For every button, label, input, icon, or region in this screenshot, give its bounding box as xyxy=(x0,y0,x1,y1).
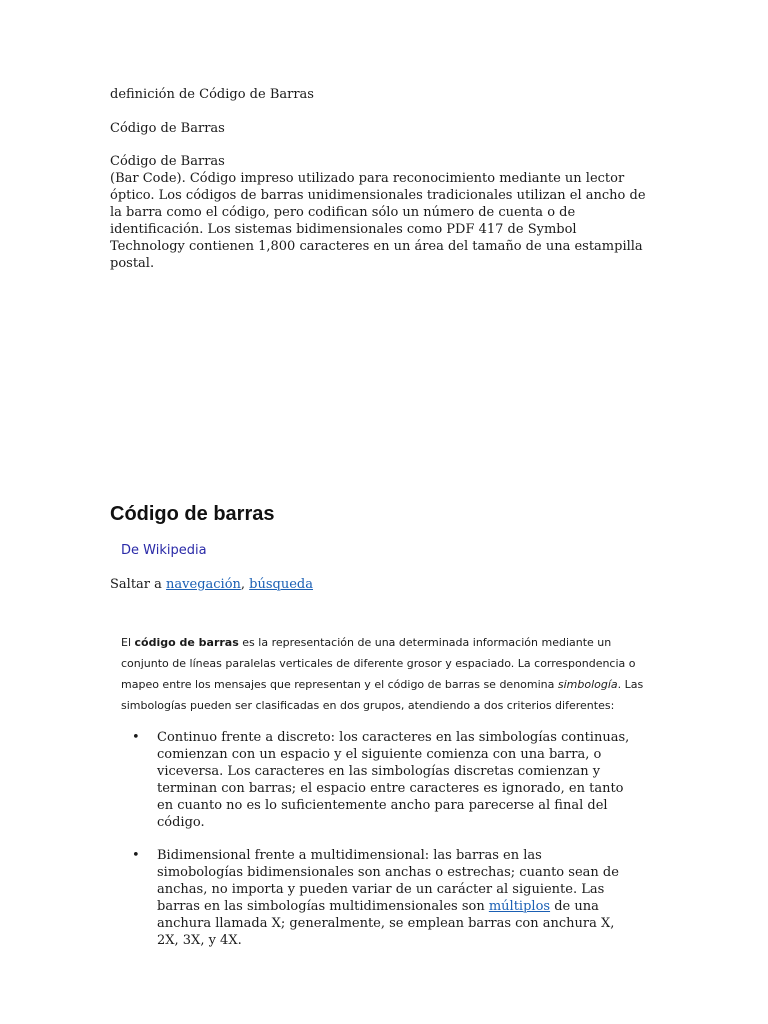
search-link[interactable]: búsqueda xyxy=(249,577,313,592)
bullet-icon: • xyxy=(132,730,140,745)
definition-subheading: Código de Barras xyxy=(110,121,225,136)
intro-bold: código de barras xyxy=(134,636,239,649)
wiki-intro xyxy=(121,632,651,716)
definition-entry xyxy=(110,153,650,272)
wiki-title: Código de barras xyxy=(110,503,275,525)
criterion-pre: Bidimensional frente a multidimensional: las barras en las simobologías bidimensionales son anchas o estrechas; cuanto sean de anchas, no importa y pueden variar de un carácter al siguiente. Las barras en las simbologías multidimensionales son xyxy=(157,848,619,914)
entry-title: Código de Barras xyxy=(110,154,225,169)
criterion-post: de una anchura llamada X; generalmente, se emplean barras con anchura X, 2X, 3X, y 4X. xyxy=(157,899,615,948)
list-item xyxy=(110,847,630,949)
intro-p2: es la representación de una determinada información mediante un conjunto de líneas paralelas verticales de diferente grosor y espaciado. La correspondencia o mapeo entre los mensajes que representan y el código de barras se denomina xyxy=(121,636,636,691)
intro-italic: simbología xyxy=(557,678,618,691)
navigation-link[interactable]: navegación xyxy=(166,577,241,592)
intro-p1: El xyxy=(121,636,135,649)
bullet-icon: • xyxy=(132,848,140,863)
from-wikipedia: De Wikipedia xyxy=(121,543,207,558)
jump-separator: , xyxy=(240,577,250,592)
definition-heading: definición de Código de Barras xyxy=(110,87,314,102)
intro-p3: . Las simbologías pueden ser clasificadas en dos grupos, atendiendo a dos criterios diferentes: xyxy=(121,678,644,712)
jump-prefix: Saltar a xyxy=(110,577,167,592)
list-item xyxy=(110,729,630,831)
criterion-text: Continuo frente a discreto: los caracteres en las simbologías continuas, comienzan con un espacio y el siguiente comienza con una barra, o viceversa. Los caracteres en las simbologías discretas comienzan y terminan con barras; el espacio entre caracteres es ignorado, en tanto en cuanto no es lo suficientemente ancho para parecerse al final del código. xyxy=(157,730,630,830)
criteria-list xyxy=(110,729,630,965)
jump-to xyxy=(110,576,313,593)
entry-text: (Bar Code). Código impreso utilizado para reconocimiento mediante un lector óptico. Los códigos de barras unidimensionales tradicionales utilizan el ancho de la barra como el código, pero codifican sólo un número de cuenta o de identificación. Los sistemas bidimensionales como PDF 417 de Symbol Technology contienen 1,800 caracteres en un área del tamaño de una estampilla postal. xyxy=(110,171,646,271)
multiplos-link[interactable]: múltiplos xyxy=(488,899,551,914)
